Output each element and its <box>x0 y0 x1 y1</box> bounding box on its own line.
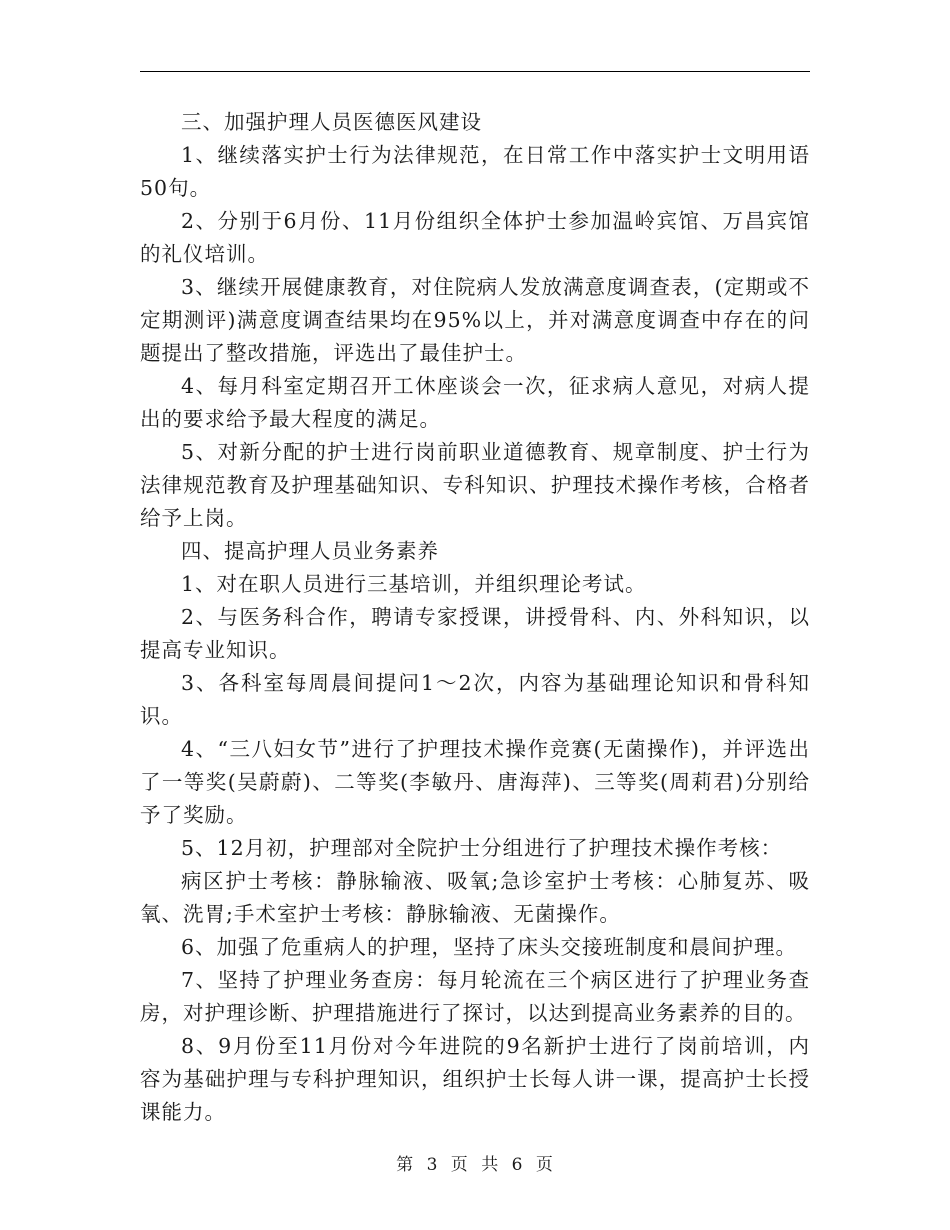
paragraph: 1、继续落实护士行为法律规范，在日常工作中落实护士文明用语50句。 <box>140 143 810 200</box>
paragraph: 7、坚持了护理业务查房：每月轮流在三个病区进行了护理业务查房，对护理诊断、护理措施进行了探讨，以达到提高业务素养的目的。 <box>140 968 810 1025</box>
paragraph: 2、分别于6月份、11月份组织全体护士参加温岭宾馆、万昌宾馆的礼仪培训。 <box>140 209 810 266</box>
page-footer <box>0 1150 950 1175</box>
paragraph: 3、继续开展健康教育，对住院病人发放满意度调查表，(定期或不定期测评)满意度调查结果均在95%以上，并对满意度调查中存在的问题提出了整改措施，评选出了最佳护士。 <box>140 275 810 365</box>
current-page-number: 3 <box>426 1155 439 1175</box>
paragraph: 病区护士考核：静脉输液、吸氧;急诊室护士考核：心肺复苏、吸氧、洗胃;手术室护士考核：静脉输液、无菌操作。 <box>140 869 810 926</box>
section-heading-medical-ethics: 三、加强护理人员医德医风建设 <box>181 110 482 134</box>
paragraph: 6、加强了危重病人的护理，坚持了床头交接班制度和晨间护理。 <box>181 935 798 959</box>
paragraph: 2、与医务科合作，聘请专家授课，讲授骨科、内、外科知识，以提高专业知识。 <box>140 605 810 662</box>
paragraph: 3、各科室每周晨间提问1～2次，内容为基础理论知识和骨科知识。 <box>140 671 810 728</box>
footer-total-word: 共 <box>481 1155 500 1175</box>
footer-prefix: 第 <box>396 1155 415 1175</box>
document-body <box>140 106 810 1129</box>
section-heading-professional-quality: 四、提高护理人员业务素养 <box>181 539 439 563</box>
paragraph: 5、对新分配的护士进行岗前职业道德教育、规章制度、护士行为法律规范教育及护理基础知识、专科知识、护理技术操作考核，合格者给予上岗。 <box>140 440 810 530</box>
paragraph: 1、对在职人员进行三基培训，并组织理论考试。 <box>181 572 647 596</box>
header-rule <box>140 71 810 72</box>
paragraph: 4、每月科室定期召开工休座谈会一次，征求病人意见，对病人提出的要求给予最大程度的满足。 <box>140 374 810 431</box>
paragraph: 4、“三八妇女节”进行了护理技术操作竞赛(无菌操作)，并评选出了一等奖(吴蔚蔚)、二等奖(李敏丹、唐海萍)、三等奖(周莉君)分别给予了奖励。 <box>140 737 810 827</box>
paragraph: 8、9月份至11月份对今年进院的9名新护士进行了岗前培训，内容为基础护理与专科护理知识，组织护士长每人讲一课，提高护士长授课能力。 <box>140 1034 810 1124</box>
footer-page-word: 页 <box>450 1155 469 1175</box>
paragraph: 5、12月初，护理部对全院护士分组进行了护理技术操作考核： <box>181 836 783 860</box>
total-pages-number: 6 <box>511 1155 524 1175</box>
footer-suffix: 页 <box>535 1155 554 1175</box>
